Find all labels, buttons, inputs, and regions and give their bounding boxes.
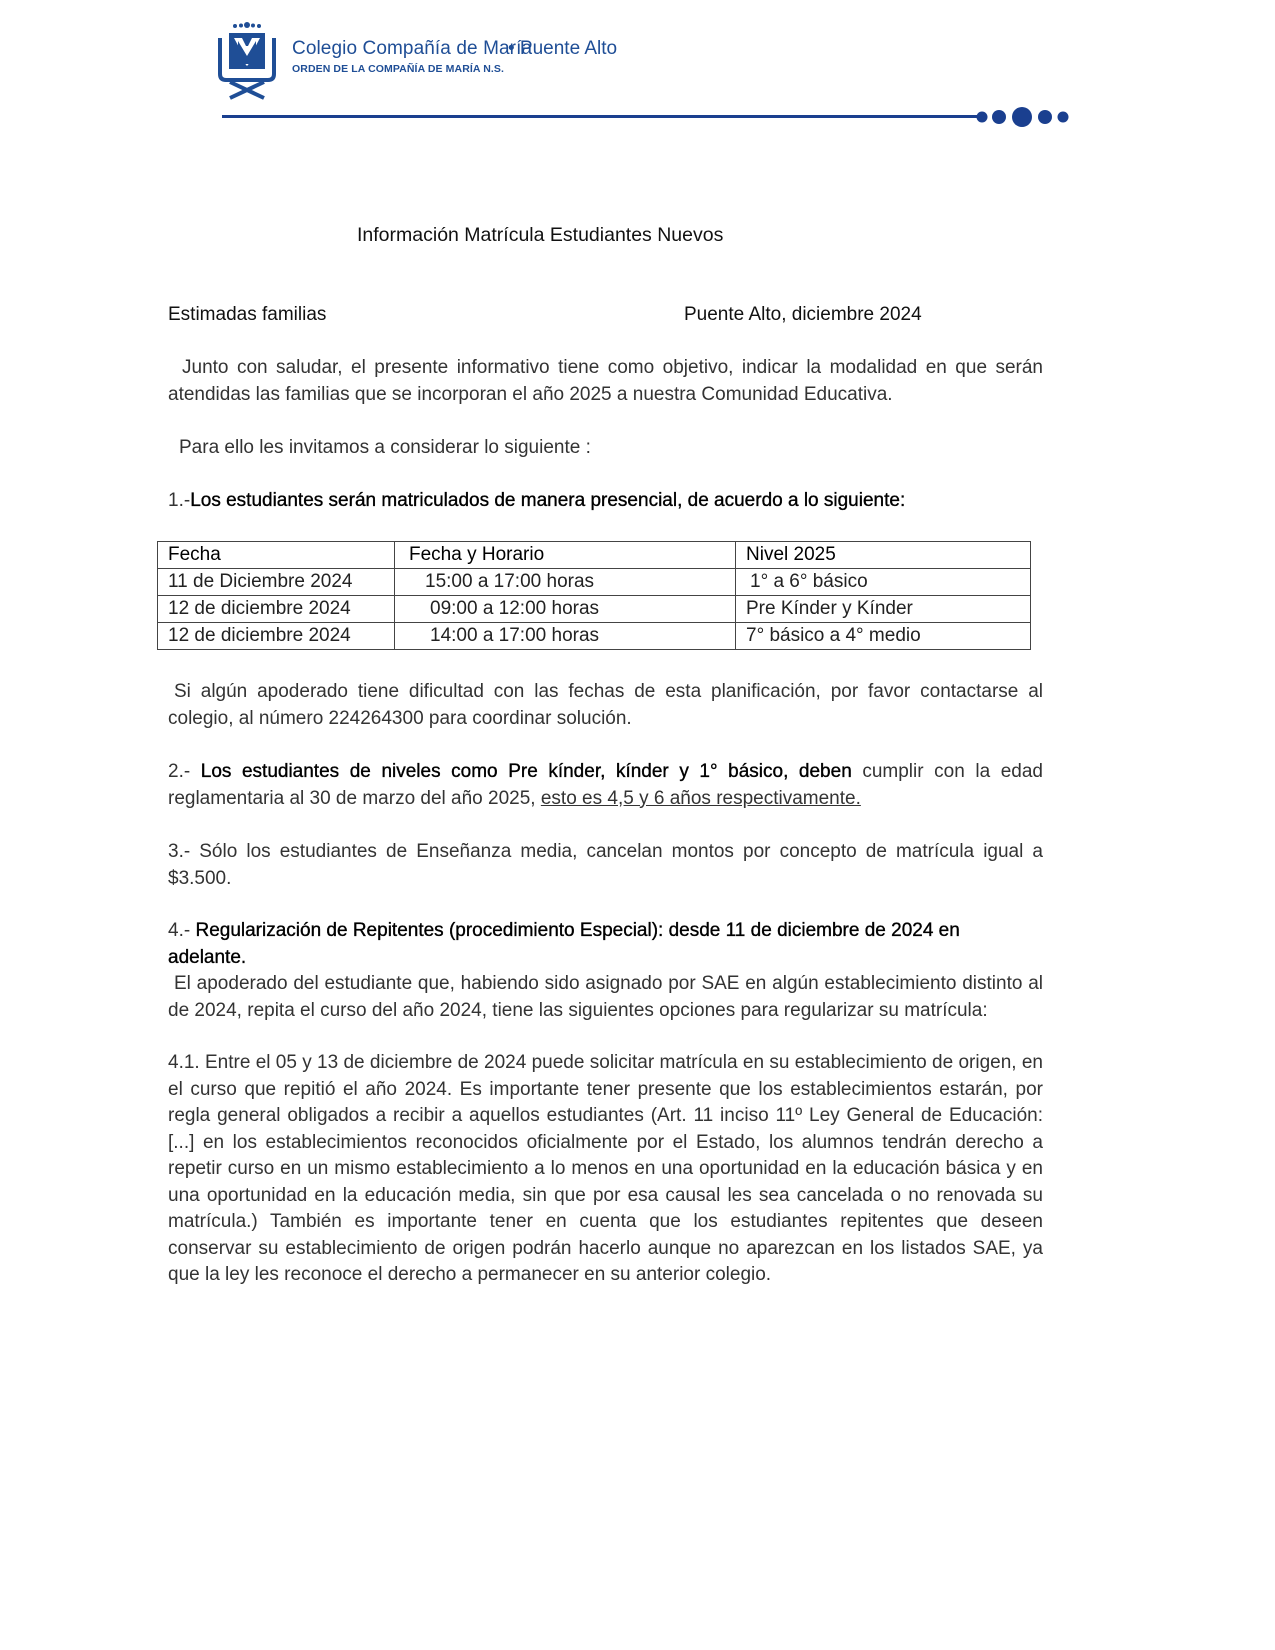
cell-level: 1° a 6° básico bbox=[736, 569, 1031, 596]
intro-paragraph: Junto con saludar, el presente informativo tiene como objetivo, indicar la modalidad en que serán atendidas las familias que se incorporan el año 2025 a nuestra Comunidad Educativa. bbox=[168, 357, 1043, 405]
section-4-title: Regularización de Repitentes (procedimiento Especial): desde 11 de diciembre de 2024 en adelante. bbox=[168, 920, 960, 968]
document-title: Información Matrícula Estudiantes Nuevos bbox=[357, 224, 724, 246]
cell-date: 12 de diciembre 2024 bbox=[158, 596, 395, 623]
cell-date: 11 de Diciembre 2024 bbox=[158, 569, 395, 596]
dotted-rule-icon bbox=[972, 105, 1082, 129]
section-1-text: Los estudiantes serán matriculados de manera presencial, de acuerdo a lo siguiente: bbox=[190, 490, 906, 511]
table-header-row bbox=[158, 542, 1031, 569]
cell-date: 12 de diciembre 2024 bbox=[158, 623, 395, 650]
place-date: Puente Alto, diciembre 2024 bbox=[684, 304, 922, 325]
section-4-number: 4.- bbox=[168, 920, 191, 941]
invite-line: Para ello les invitamos a considerar lo siguiente : bbox=[179, 437, 591, 458]
table-row bbox=[158, 623, 1031, 650]
greeting: Estimadas familias bbox=[168, 304, 327, 325]
table-row bbox=[158, 596, 1031, 623]
header-divider bbox=[222, 115, 984, 118]
school-name: Colegio Compañía de María bbox=[292, 38, 533, 59]
section-1-heading bbox=[168, 488, 905, 515]
table-row bbox=[158, 569, 1031, 596]
section-4-body: El apoderado del estudiante que, habiendo sido asignado por SAE en algún establecimiento distinto al de 2024, repita el curso del año 2024, tiene las siguientes opciones para regularizar su matrícula: bbox=[168, 973, 1043, 1021]
section-4-heading bbox=[168, 918, 998, 971]
cell-time: 09:00 a 12:00 horas bbox=[395, 596, 736, 623]
column-header-nivel: Nivel 2025 bbox=[736, 542, 1031, 569]
section-2-underlined-text: esto es 4,5 y 6 años respectivamente. bbox=[540, 787, 861, 809]
contact-note: Si algún apoderado tiene dificultad con las fechas de esta planificación, por favor contactarse al colegio, al número 224264300 para coordinar solución. bbox=[168, 681, 1043, 729]
section-2-bold-text: Los estudiantes de niveles como Pre kínder, kínder y 1° básico, deben bbox=[200, 761, 852, 782]
enrollment-schedule-table bbox=[157, 541, 1031, 650]
section-1-number: 1.- bbox=[168, 490, 191, 511]
cell-level: 7° básico a 4° medio bbox=[736, 623, 1031, 650]
cell-time: 14:00 a 17:00 horas bbox=[395, 623, 736, 650]
school-order: ORDEN DE LA COMPAÑÍA DE MARÍA N.S. bbox=[292, 63, 505, 75]
monogram-crest-icon bbox=[216, 22, 278, 100]
section-2-text: cumplir con la edad reglamentaria al 30 de marzo del año 2025, bbox=[168, 761, 1043, 809]
section-4-1-paragraph: 4.1. Entre el 05 y 13 de diciembre de 2024 puede solicitar matrícula en su establecimiento de origen, en el curso que repitió el año 2024. Es importante tener presente que los establecimientos estarán, por regla general obligados a recibir a aquellos estudiantes (Art. 11 inciso 11º Ley General de Educación: [...] en los establecimientos reconocidos oficialmente por el Estado, los alumnos tendrán derecho a repetir curso en un mismo establecimiento a lo menos en una oportunidad en la educación básica y en una oportunidad en la educación media, sin que por esa causal les sea cancelada o no renovada su matrícula.) También es importante tener en cuenta que los estudiantes repitentes que deseen conservar su establecimiento de origen podrán hacerlo aunque no aparezcan en los listados SAE, ya que la ley les reconoce el derecho a permanecer en su anterior colegio. bbox=[168, 1052, 1043, 1285]
cell-time: 15:00 a 17:00 horas bbox=[395, 569, 736, 596]
section-3-paragraph: 3.- Sólo los estudiantes de Enseñanza media, cancelan montos por concepto de matrícula igual a $3.500. bbox=[168, 841, 1043, 889]
section-2-paragraph bbox=[168, 759, 1043, 812]
school-city: • Puente Alto bbox=[508, 38, 618, 59]
column-header-horario: Fecha y Horario bbox=[395, 542, 736, 569]
column-header-fecha: Fecha bbox=[158, 542, 395, 569]
cell-level: Pre Kínder y Kínder bbox=[736, 596, 1031, 623]
section-2-number: 2.- bbox=[168, 761, 191, 782]
